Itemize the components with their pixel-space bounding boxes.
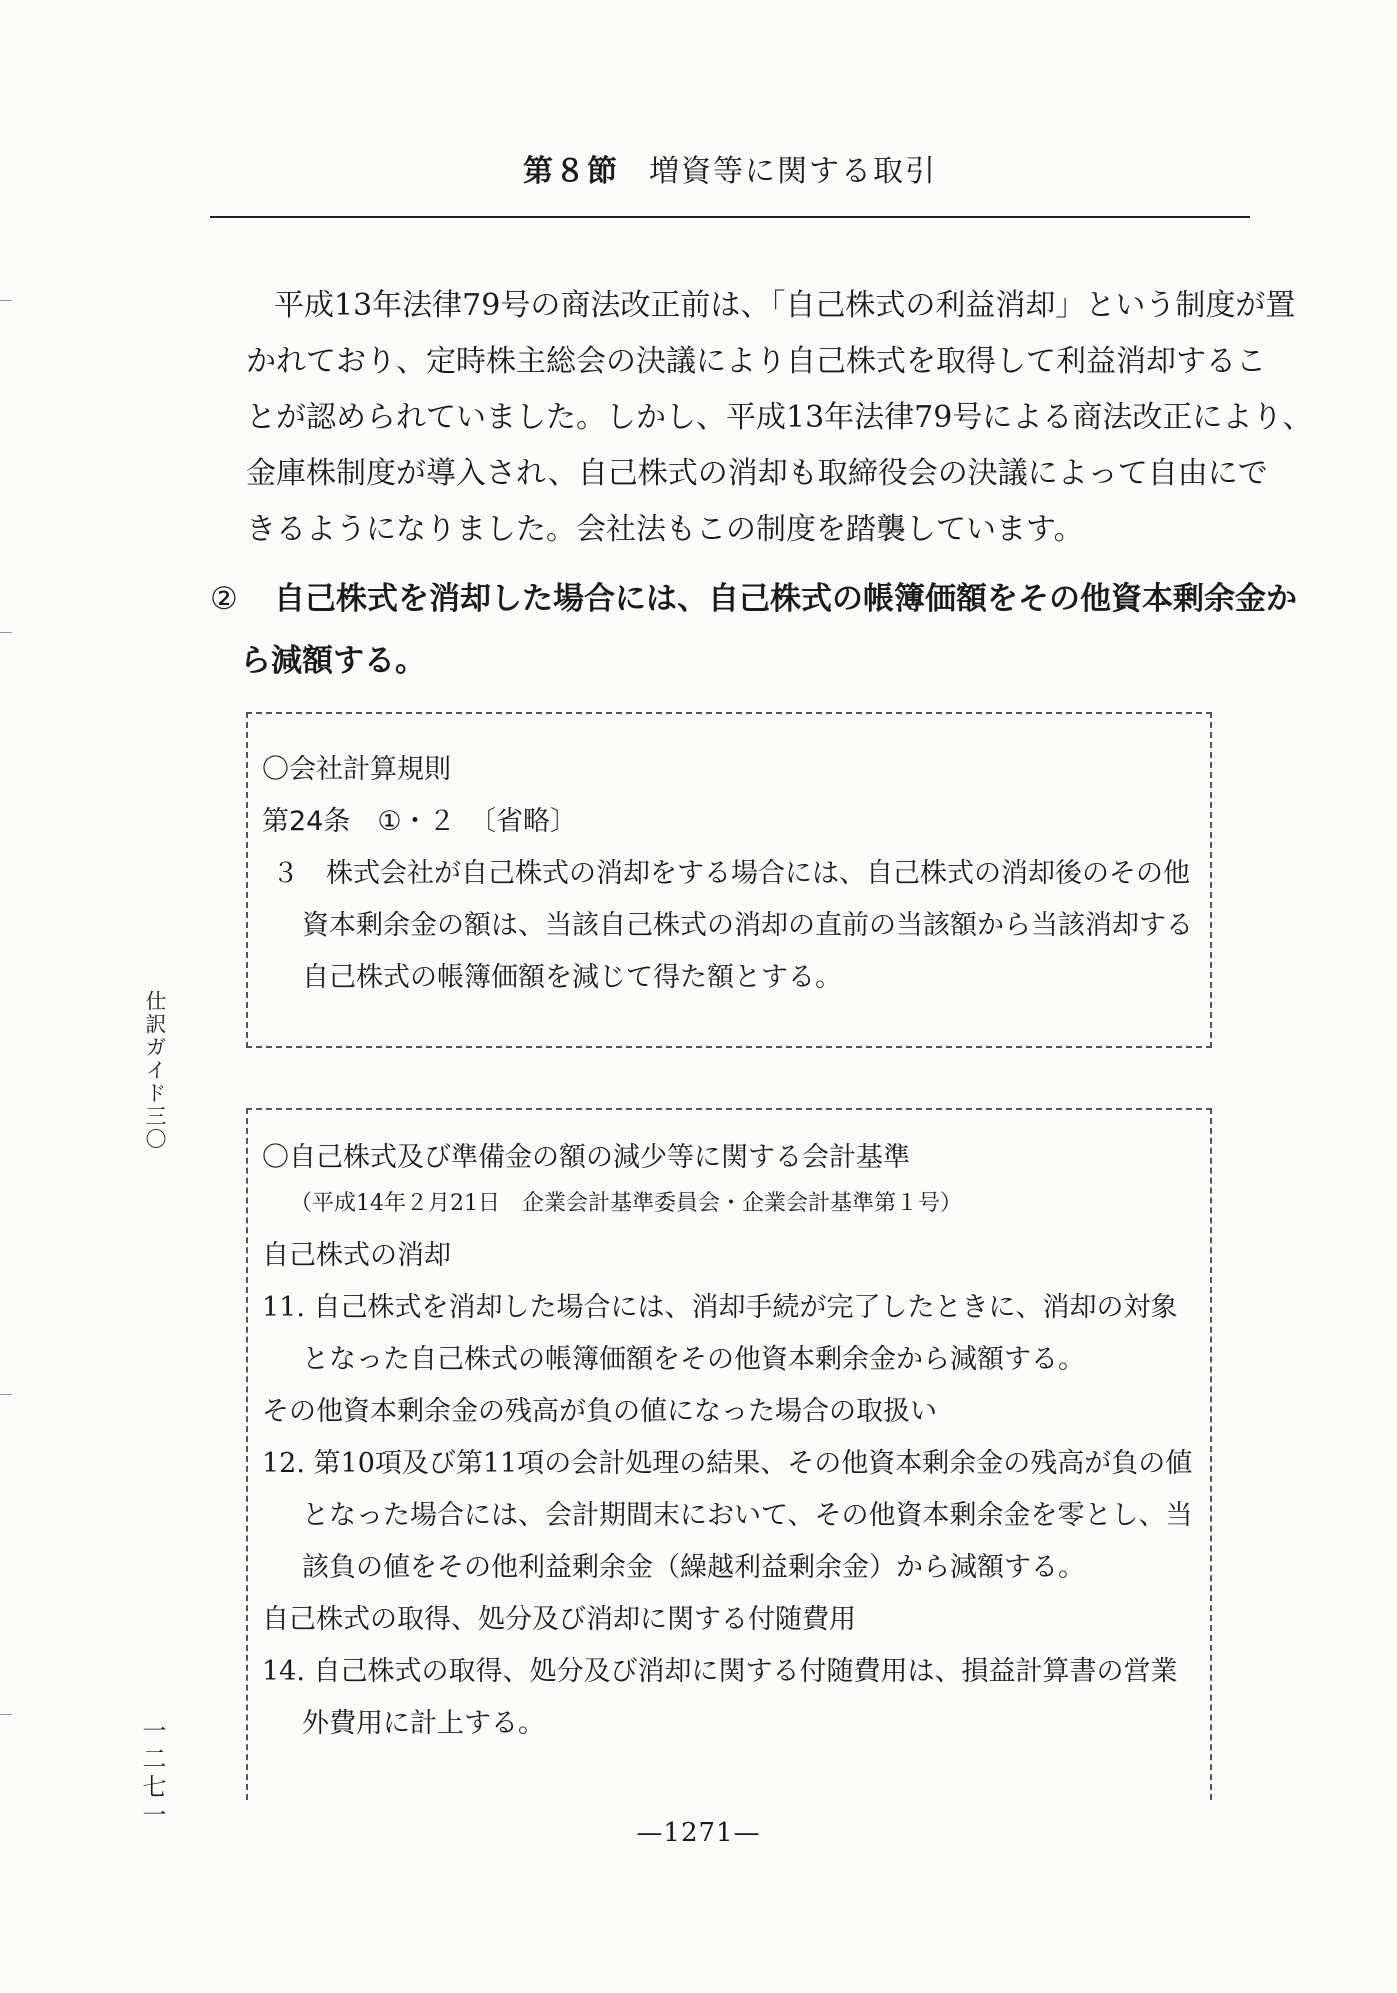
article-line: 資本剰余金の額は、当該自己株式の消却の直前の当該額から当該消却する: [302, 910, 1193, 941]
header-rule: [210, 216, 1250, 218]
section-header: [210, 146, 1250, 190]
point-line: ら減額する。: [240, 643, 426, 679]
body-line: とが認められていました。しかし、平成13年法律79号による商法改正により、: [246, 400, 1313, 435]
side-page-number: 一二七一: [138, 1718, 166, 1830]
standard-heading: その他資本剰余金の残高が負の値になった場合の取扱い: [262, 1396, 937, 1427]
point-number: ②: [210, 581, 238, 617]
box-subtitle: （平成14年２月21日 企業会計基準委員会・企業会計基準第１号）: [290, 1191, 962, 1216]
body-line: かれており、定時株主総会の決議により自己株式を取得して利益消却するこ: [246, 344, 1266, 379]
section-number: 第８節: [523, 154, 619, 189]
body-line: 金庫株制度が導入され、自己株式の消却も取締役会の決議によって自由にで: [246, 456, 1268, 491]
regulation-box-company-calculation: [246, 712, 1212, 1048]
box-title: 〇会社計算規則: [262, 754, 451, 785]
scan-edge-mark: [0, 300, 12, 301]
standard-line: 14. 自己株式の取得、処分及び消却に関する付随費用は、損益計算書の営業: [262, 1656, 1178, 1687]
standard-line: 外費用に計上する。: [302, 1708, 545, 1739]
section-title: 増資等に関する取引: [649, 154, 937, 189]
standard-line: となった場合には、会計期間末において、その他資本剰余金を零とし、当: [302, 1500, 1193, 1531]
scan-edge-mark: [0, 1394, 12, 1395]
standard-line: 該負の値をその他利益剰余金（繰越利益剰余金）から減額する。: [302, 1552, 1085, 1583]
standard-line: となった自己株式の帳簿価額をその他資本剰余金から減額する。: [302, 1344, 1085, 1375]
regulation-box-accounting-standard: [246, 1108, 1212, 1800]
body-line: きるようになりました。会社法もこの制度を踏襲しています。: [246, 512, 1084, 547]
scan-edge-mark: [0, 1714, 12, 1715]
standard-heading: 自己株式の消却: [262, 1240, 451, 1271]
side-book-label: 仕訳ガイド三〇: [143, 990, 167, 1151]
body-line: 平成13年法律79号の商法改正前は、「自己株式の利益消却」という制度が置: [274, 288, 1296, 323]
key-point: [210, 568, 1297, 692]
standard-line: 11. 自己株式を消却した場合には、消却手続が完了したときに、消却の対象: [262, 1292, 1178, 1323]
point-line: 自己株式を消却した場合には、自己株式の帳簿価額をその他資本剰余金か: [274, 581, 1297, 617]
article-heading: 第24条 ①・２ 〔省略〕: [262, 806, 578, 837]
page-number: —1271—: [636, 1818, 761, 1848]
standard-line: 12. 第10項及び第11項の会計処理の結果、その他資本剰余金の残高が負の値: [262, 1448, 1193, 1479]
box-title: 〇自己株式及び準備金の額の減少等に関する会計基準: [262, 1142, 910, 1173]
body-paragraph: [246, 278, 1313, 558]
article-line: 自己株式の帳簿価額を減じて得た額とする。: [302, 962, 842, 993]
article-line: ３ 株式会社が自己株式の消却をする場合には、自己株式の消却後のその他: [272, 858, 1190, 889]
standard-heading: 自己株式の取得、処分及び消却に関する付随費用: [262, 1604, 856, 1635]
scan-edge-mark: [0, 632, 12, 633]
